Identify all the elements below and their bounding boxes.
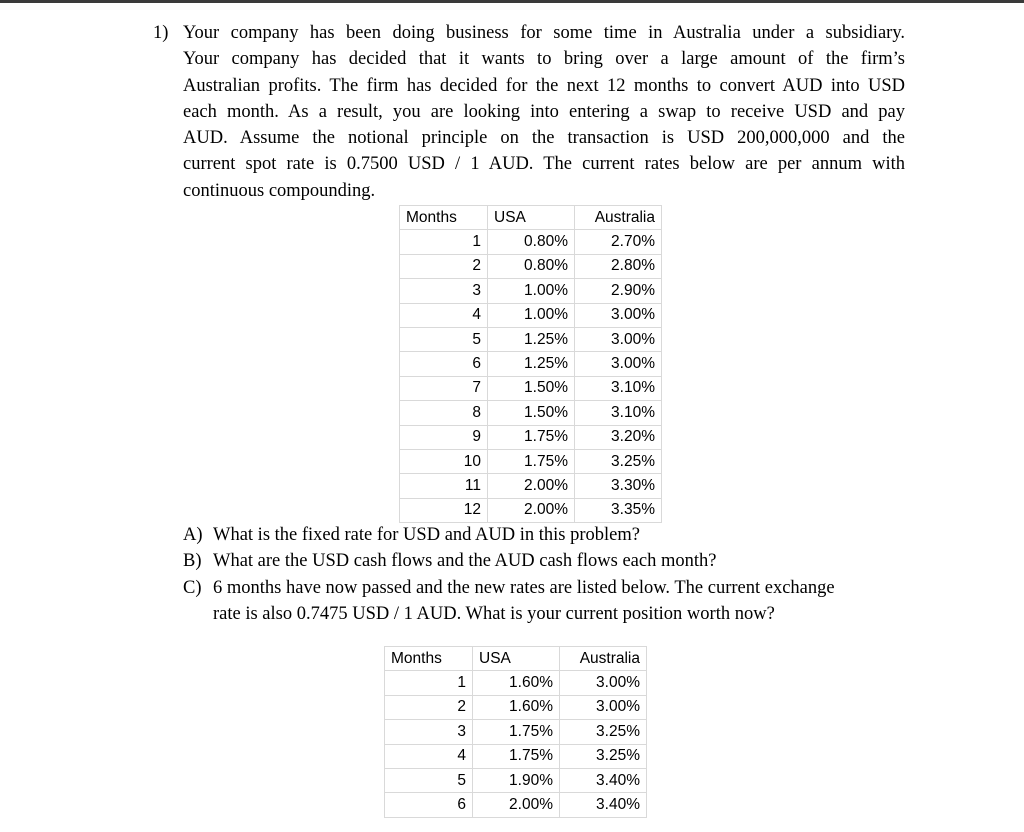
table-row <box>385 695 647 719</box>
subquestion-text: What is the fixed rate for USD and AUD in this problem? <box>213 525 640 545</box>
subquestion-label: A) <box>183 525 203 545</box>
usa-rate-cell: 1.25% <box>488 352 575 376</box>
table-header-row <box>385 647 647 671</box>
paragraph-line: AUD. Assume the notional principle on the transaction is USD 200,000,000 and the <box>183 128 905 149</box>
month-cell: 10 <box>400 449 488 473</box>
australia-rate-cell: 2.80% <box>575 254 662 278</box>
usa-rate-cell: 0.80% <box>488 230 575 254</box>
paragraph-line: Your company has decided that it wants to bring over a large amount of the firm’s <box>183 49 905 70</box>
australia-rate-cell: 3.25% <box>560 720 647 744</box>
usa-header: USA <box>473 647 560 671</box>
subquestion-a <box>183 522 903 548</box>
usa-rate-cell: 1.75% <box>488 425 575 449</box>
table-row <box>400 303 662 327</box>
paragraph-line: Your company has been doing business for some time in Australia under a subsidiary. <box>183 23 905 43</box>
month-cell: 1 <box>400 230 488 254</box>
month-cell: 2 <box>385 695 473 719</box>
table-row <box>400 327 662 351</box>
usa-header: USA <box>488 206 575 230</box>
top-border <box>0 0 1024 3</box>
australia-header: Australia <box>560 647 647 671</box>
subquestion-text: 6 months have now passed and the new rates are listed below. The current exchange <box>213 577 835 598</box>
subquestion-c <box>183 575 903 628</box>
australia-rate-cell: 3.35% <box>575 498 662 522</box>
table-row <box>385 793 647 817</box>
subquestion-label: C) <box>183 577 202 598</box>
months-header: Months <box>385 647 473 671</box>
australia-rate-cell: 3.00% <box>575 352 662 376</box>
table-row <box>385 744 647 768</box>
question-paragraph <box>183 20 905 204</box>
australia-rate-cell: 3.30% <box>575 474 662 498</box>
table-row <box>400 474 662 498</box>
australia-rate-cell: 2.90% <box>575 279 662 303</box>
month-cell: 9 <box>400 425 488 449</box>
month-cell: 1 <box>385 671 473 695</box>
updated-rates-body <box>385 671 647 817</box>
australia-rate-cell: 3.00% <box>560 695 647 719</box>
australia-rate-cell: 3.25% <box>560 744 647 768</box>
australia-rate-cell: 3.10% <box>575 376 662 400</box>
month-cell: 3 <box>400 279 488 303</box>
australia-rate-cell: 3.20% <box>575 425 662 449</box>
usa-rate-cell: 2.00% <box>488 474 575 498</box>
usa-rate-cell: 1.75% <box>473 720 560 744</box>
subquestion-text: What are the USD cash flows and the AUD cash flows each month? <box>213 551 717 572</box>
month-cell: 5 <box>385 768 473 792</box>
usa-rate-cell: 1.25% <box>488 327 575 351</box>
paragraph-line: current spot rate is 0.7500 USD / 1 AUD. The current rates below are per annum with <box>183 154 905 175</box>
updated-rates-table <box>384 646 647 818</box>
table-row <box>400 425 662 449</box>
table-row <box>400 401 662 425</box>
paragraph-line: continuous compounding. <box>183 180 376 201</box>
month-cell: 11 <box>400 474 488 498</box>
australia-header: Australia <box>575 206 662 230</box>
initial-rates-body <box>400 230 662 523</box>
month-cell: 12 <box>400 498 488 522</box>
table-row <box>400 376 662 400</box>
paragraph-line: each month. As a result, you are looking into entering a swap to receive USD and pay <box>183 101 905 122</box>
usa-rate-cell: 1.90% <box>473 768 560 792</box>
question-number: 1) <box>153 23 169 43</box>
month-cell: 7 <box>400 376 488 400</box>
table-row <box>400 449 662 473</box>
usa-rate-cell: 1.50% <box>488 376 575 400</box>
month-cell: 4 <box>400 303 488 327</box>
usa-rate-cell: 2.00% <box>473 793 560 817</box>
usa-rate-cell: 1.75% <box>488 449 575 473</box>
months-header: Months <box>400 206 488 230</box>
table-row <box>400 279 662 303</box>
usa-rate-cell: 1.75% <box>473 744 560 768</box>
subquestion-label: B) <box>183 551 202 572</box>
subquestion-text: rate is also 0.7475 USD / 1 AUD. What is your current position worth now? <box>213 603 775 624</box>
usa-rate-cell: 1.60% <box>473 695 560 719</box>
initial-rates-table <box>399 205 662 523</box>
table-row <box>400 230 662 254</box>
table-row <box>385 768 647 792</box>
australia-rate-cell: 3.00% <box>575 303 662 327</box>
usa-rate-cell: 1.50% <box>488 401 575 425</box>
subquestion-list <box>183 522 903 627</box>
usa-rate-cell: 1.00% <box>488 303 575 327</box>
australia-rate-cell: 3.00% <box>575 327 662 351</box>
month-cell: 6 <box>385 793 473 817</box>
australia-rate-cell: 3.10% <box>575 401 662 425</box>
usa-rate-cell: 0.80% <box>488 254 575 278</box>
table-header-row <box>400 206 662 230</box>
month-cell: 6 <box>400 352 488 376</box>
australia-rate-cell: 3.00% <box>560 671 647 695</box>
month-cell: 8 <box>400 401 488 425</box>
table-row <box>400 498 662 522</box>
australia-rate-cell: 3.40% <box>560 793 647 817</box>
month-cell: 4 <box>385 744 473 768</box>
table-row <box>400 352 662 376</box>
table-row <box>400 254 662 278</box>
paragraph-line: Australian profits. The firm has decided for the next 12 months to convert AUD into USD <box>183 75 905 96</box>
australia-rate-cell: 3.25% <box>575 449 662 473</box>
table-row <box>385 671 647 695</box>
australia-rate-cell: 2.70% <box>575 230 662 254</box>
usa-rate-cell: 2.00% <box>488 498 575 522</box>
usa-rate-cell: 1.60% <box>473 671 560 695</box>
table-row <box>385 720 647 744</box>
month-cell: 3 <box>385 720 473 744</box>
month-cell: 2 <box>400 254 488 278</box>
subquestion-b <box>183 548 903 574</box>
australia-rate-cell: 3.40% <box>560 768 647 792</box>
month-cell: 5 <box>400 327 488 351</box>
usa-rate-cell: 1.00% <box>488 279 575 303</box>
